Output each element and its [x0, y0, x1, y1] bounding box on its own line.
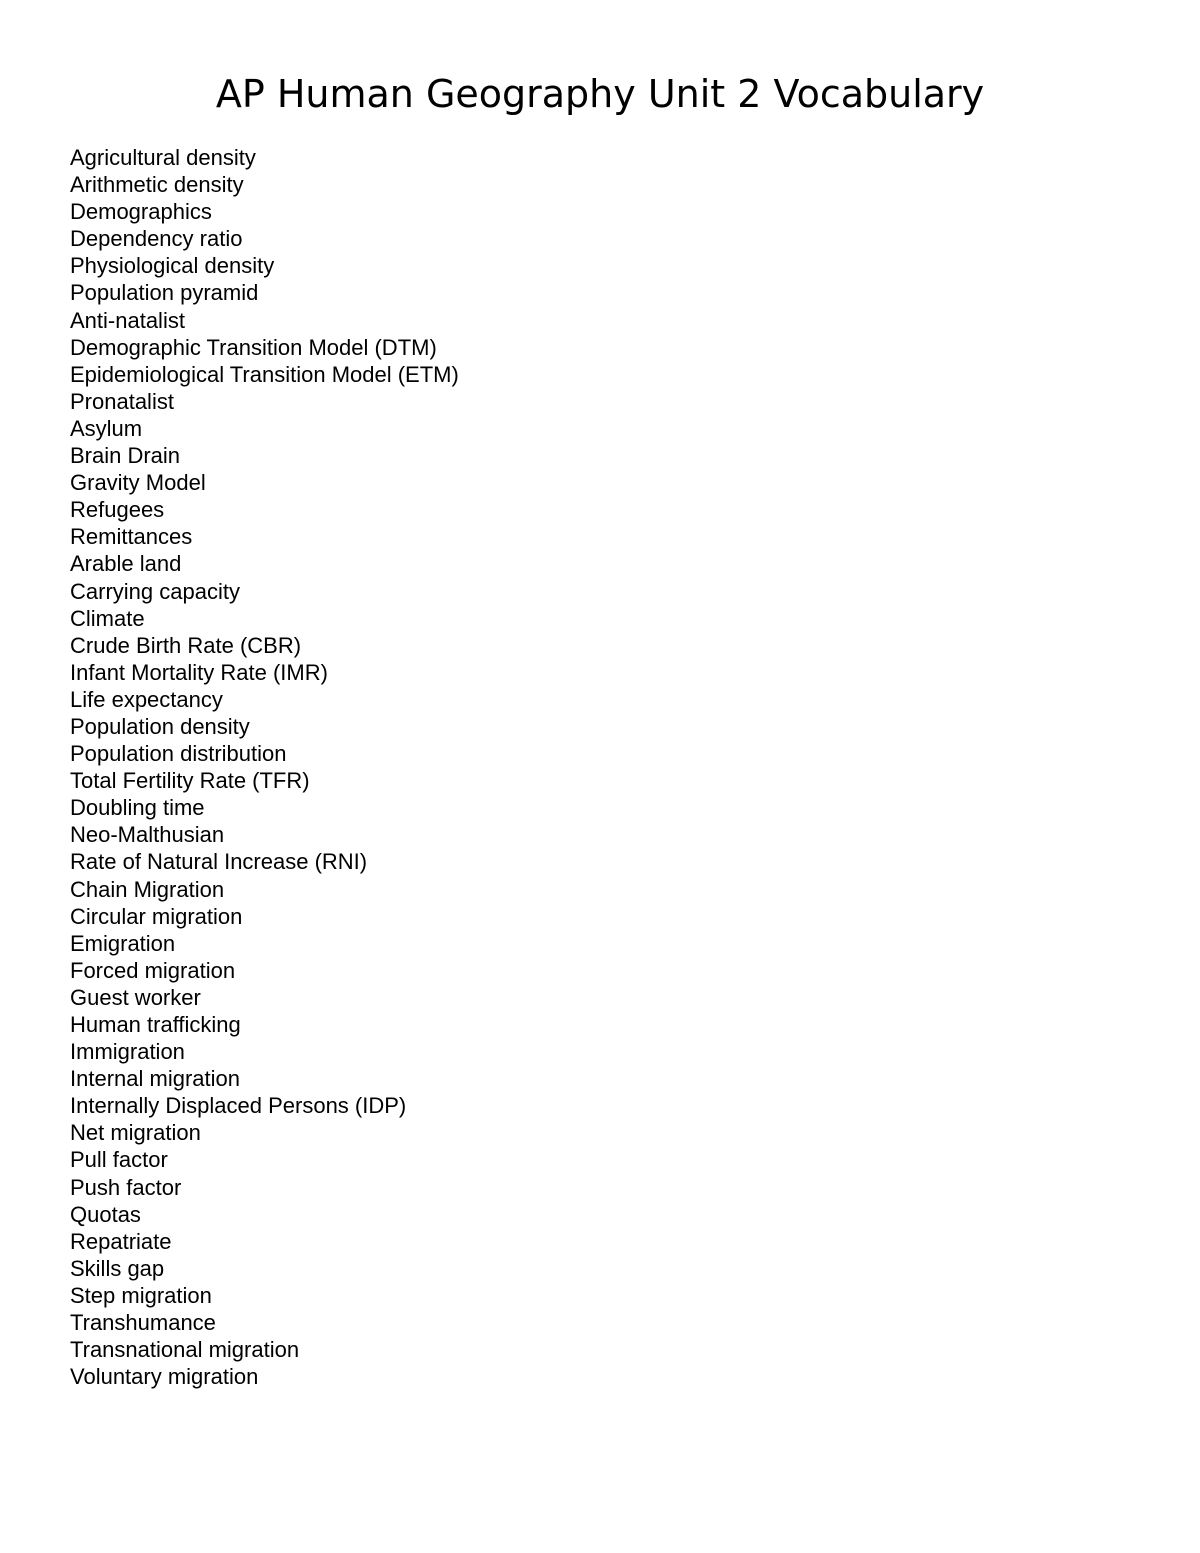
vocabulary-term: Arithmetic density [70, 172, 244, 198]
vocabulary-term: Climate [70, 605, 145, 631]
vocabulary-term: Rate of Natural Increase (RNI) [70, 849, 368, 875]
vocabulary-term: Anti-natalist [70, 307, 185, 333]
vocabulary-term: Epidemiological Transition Model (ETM) [70, 361, 459, 387]
vocabulary-term: Voluntary migration [70, 1364, 259, 1390]
vocabulary-term: Gravity Model [70, 470, 206, 496]
vocabulary-term: Transnational migration [70, 1337, 300, 1363]
vocabulary-term: Total Fertility Rate (TFR) [70, 768, 310, 794]
vocabulary-term: Demographic Transition Model (DTM) [70, 334, 437, 360]
vocabulary-term: Quotas [70, 1201, 141, 1227]
vocabulary-term: Infant Mortality Rate (IMR) [70, 659, 328, 685]
vocabulary-term: Dependency ratio [70, 226, 243, 252]
vocabulary-term: Agricultural density [70, 145, 256, 170]
vocabulary-term: Brain Drain [70, 443, 181, 469]
vocabulary-term: Net migration [70, 1120, 201, 1146]
vocabulary-term: Physiological density [70, 253, 275, 279]
vocabulary-term: Step migration [70, 1282, 212, 1308]
vocabulary-term: Human trafficking [70, 1012, 241, 1037]
vocabulary-term: Transhumance [70, 1310, 216, 1336]
vocabulary-term: Push factor [70, 1174, 182, 1200]
vocabulary-term: Forced migration [70, 957, 236, 983]
vocabulary-term: Population distribution [70, 741, 287, 767]
vocabulary-term: Demographics [70, 199, 212, 225]
vocabulary-term: Repatriate [70, 1228, 172, 1254]
vocabulary-term: Population density [70, 713, 250, 739]
vocabulary-term: Crude Birth Rate (CBR) [70, 632, 302, 658]
vocabulary-term: Circular migration [70, 903, 243, 929]
vocabulary-term: Doubling time [70, 795, 205, 821]
vocabulary-list [70, 144, 459, 1390]
vocabulary-term: Asylum [70, 415, 143, 441]
vocabulary-term: Chain Migration [70, 876, 225, 902]
vocabulary-term: Pull factor [70, 1147, 168, 1173]
vocabulary-term: Guest worker [70, 984, 201, 1010]
vocabulary-term: Population pyramid [70, 280, 259, 306]
page-title: AP Human Geography Unit 2 Vocabulary [215, 72, 985, 116]
vocabulary-term: Internally Displaced Persons (IDP) [70, 1093, 407, 1119]
vocabulary-term: Refugees [70, 497, 165, 523]
vocabulary-term: Internal migration [70, 1066, 240, 1092]
vocabulary-term: Pronatalist [70, 388, 174, 414]
vocabulary-term: Arable land [70, 551, 182, 577]
vocabulary-term: Neo-Malthusian [70, 822, 225, 848]
vocabulary-term: Immigration [70, 1039, 185, 1065]
vocabulary-term: Emigration [70, 930, 176, 956]
vocabulary-term: Skills gap [70, 1255, 165, 1281]
vocabulary-term: Carrying capacity [70, 578, 240, 604]
vocabulary-term: Remittances [70, 524, 193, 550]
vocabulary-term: Life expectancy [70, 686, 223, 712]
